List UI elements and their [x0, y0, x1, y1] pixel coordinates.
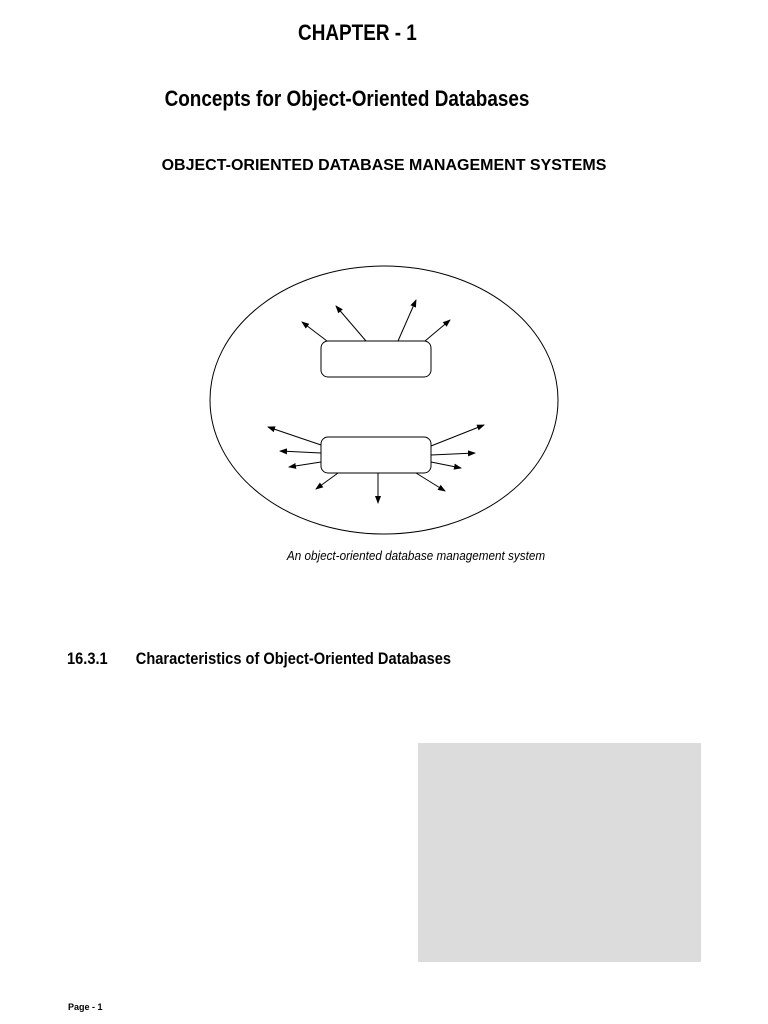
oodbms-diagram [200, 262, 570, 542]
object-box-upper [321, 341, 431, 377]
subsection-number: 16.3.1 [67, 649, 108, 668]
arrow [302, 322, 327, 341]
arrow [280, 451, 321, 453]
arrow [336, 306, 366, 341]
chapter-label: CHAPTER - 1 [298, 20, 417, 45]
section-heading: OBJECT-ORIENTED DATABASE MANAGEMENT SYSTEMS [161, 157, 607, 174]
arrow [416, 473, 445, 491]
subsection-title: Characteristics of Object-Oriented Databases [135, 649, 452, 668]
upper-object-arrows [302, 300, 450, 341]
arrow [425, 320, 450, 341]
chapter-title: Concepts for Object-Oriented Databases [164, 86, 530, 111]
arrow [316, 473, 338, 489]
arrow [289, 462, 321, 467]
object-box-lower [321, 437, 431, 473]
arrow [431, 425, 484, 446]
subsection-heading [67, 649, 451, 669]
image-placeholder [418, 743, 701, 962]
database-boundary-ellipse [210, 266, 558, 534]
arrow [268, 427, 321, 445]
figure-caption: An object-oriented database management system [286, 548, 546, 563]
arrow [431, 453, 475, 455]
page-number: Page - 1 [68, 1002, 103, 1012]
arrow [431, 462, 461, 468]
arrow [398, 300, 416, 341]
